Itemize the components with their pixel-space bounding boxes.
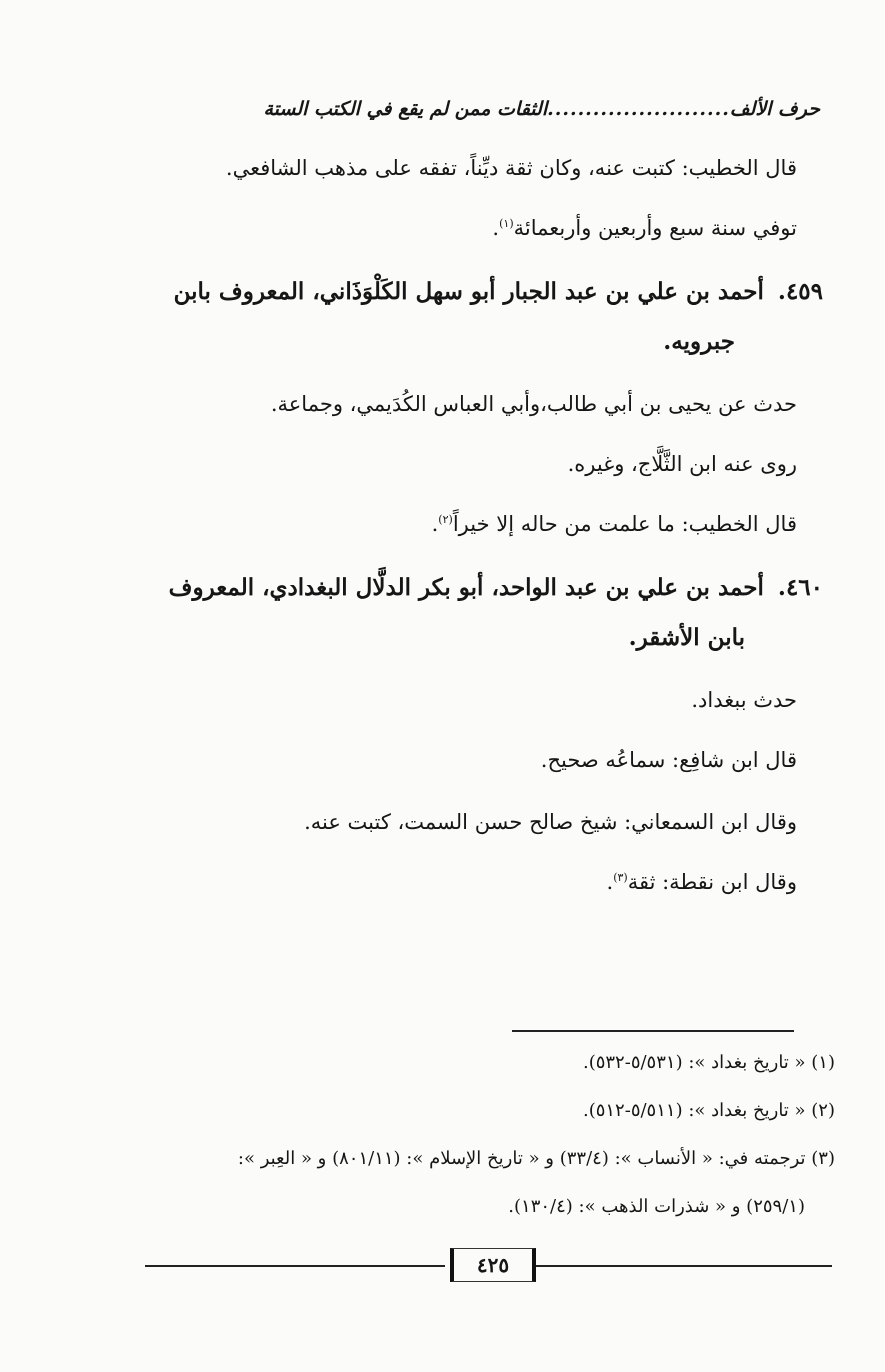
text-line: قال الخطيب: ما علمت من حاله إلا خيراً$^{(٢)}$. (431, 512, 797, 536)
footnote-2: (٢) « تاريخ بغداد »: (٥/٥١١-٥١٢). (582, 1100, 835, 1121)
footnote-ref: (٣) (613, 871, 628, 884)
text-line: حدث ببغداد. (691, 688, 797, 712)
text-line: روى عنه ابن الثَّلَّاج، وغيره. (567, 452, 797, 476)
footnote-1: (١) « تاريخ بغداد »: (٥/٥٣١-٥٣٢). (582, 1052, 835, 1073)
bottom-rule (145, 1265, 445, 1267)
footnote-separator (512, 1030, 794, 1032)
footnote-ref: (١) (499, 217, 514, 230)
entry-title-continuation: جبرويه. (663, 328, 735, 355)
entry-number: ٤٥٩. (777, 278, 823, 305)
entry-title-459 (151, 278, 823, 306)
entry-title-continuation: بابن الأشقر. (628, 624, 745, 651)
text-line: توفي سنة سبع وأربعين وأربعمائة$^{(١)}$. (492, 216, 797, 240)
entry-name: أحمد بن علي بن عبد الواحد، أبو بكر الدلَّال البغدادي، المعروف (168, 574, 764, 601)
entry-title-460 (151, 574, 823, 602)
text-line: قال ابن شافِع: سماعُه صحيح. (540, 748, 797, 772)
entry-name: أحمد بن علي بن عبد الجبار أبو سهل الكَلْوَذَاني، المعروف بابن (173, 278, 764, 305)
text-line: وقال ابن نقطة: ثقة$^{(٣)}$. (606, 870, 797, 894)
header-dots: ........................ (547, 98, 730, 120)
footnote-3: (٣) ترجمته في: « الأنساب »: (٣٣/٤) و « تاريخ الإسلام »: (٨٠١/١١) و « العِبر »: (237, 1148, 835, 1169)
text-line: قال الخطيب: كتبت عنه، وكان ثقة ديِّناً، تفقه على مذهب الشافعي. (225, 156, 797, 180)
bottom-rule (532, 1265, 832, 1267)
entry-number: ٤٦٠. (777, 574, 823, 601)
running-head (168, 92, 820, 126)
chapter-title: حرف الألف (729, 98, 820, 120)
page-number: ٤٢٥ (450, 1248, 536, 1282)
footnote-ref: (٢) (438, 513, 453, 526)
text-line: حدث عن يحيى بن أبي طالب،وأبي العباس الكُدَيمي، وجماعة. (270, 392, 797, 416)
text-line: وقال ابن السمعاني: شيخ صالح حسن السمت، كتبت عنه. (304, 810, 797, 834)
footnote-3-continuation: (٢٥٩/١) و « شذرات الذهب »: (١٣٠/٤). (508, 1196, 805, 1217)
book-title: الثقات ممن لم يقع في الكتب الستة (263, 98, 548, 120)
